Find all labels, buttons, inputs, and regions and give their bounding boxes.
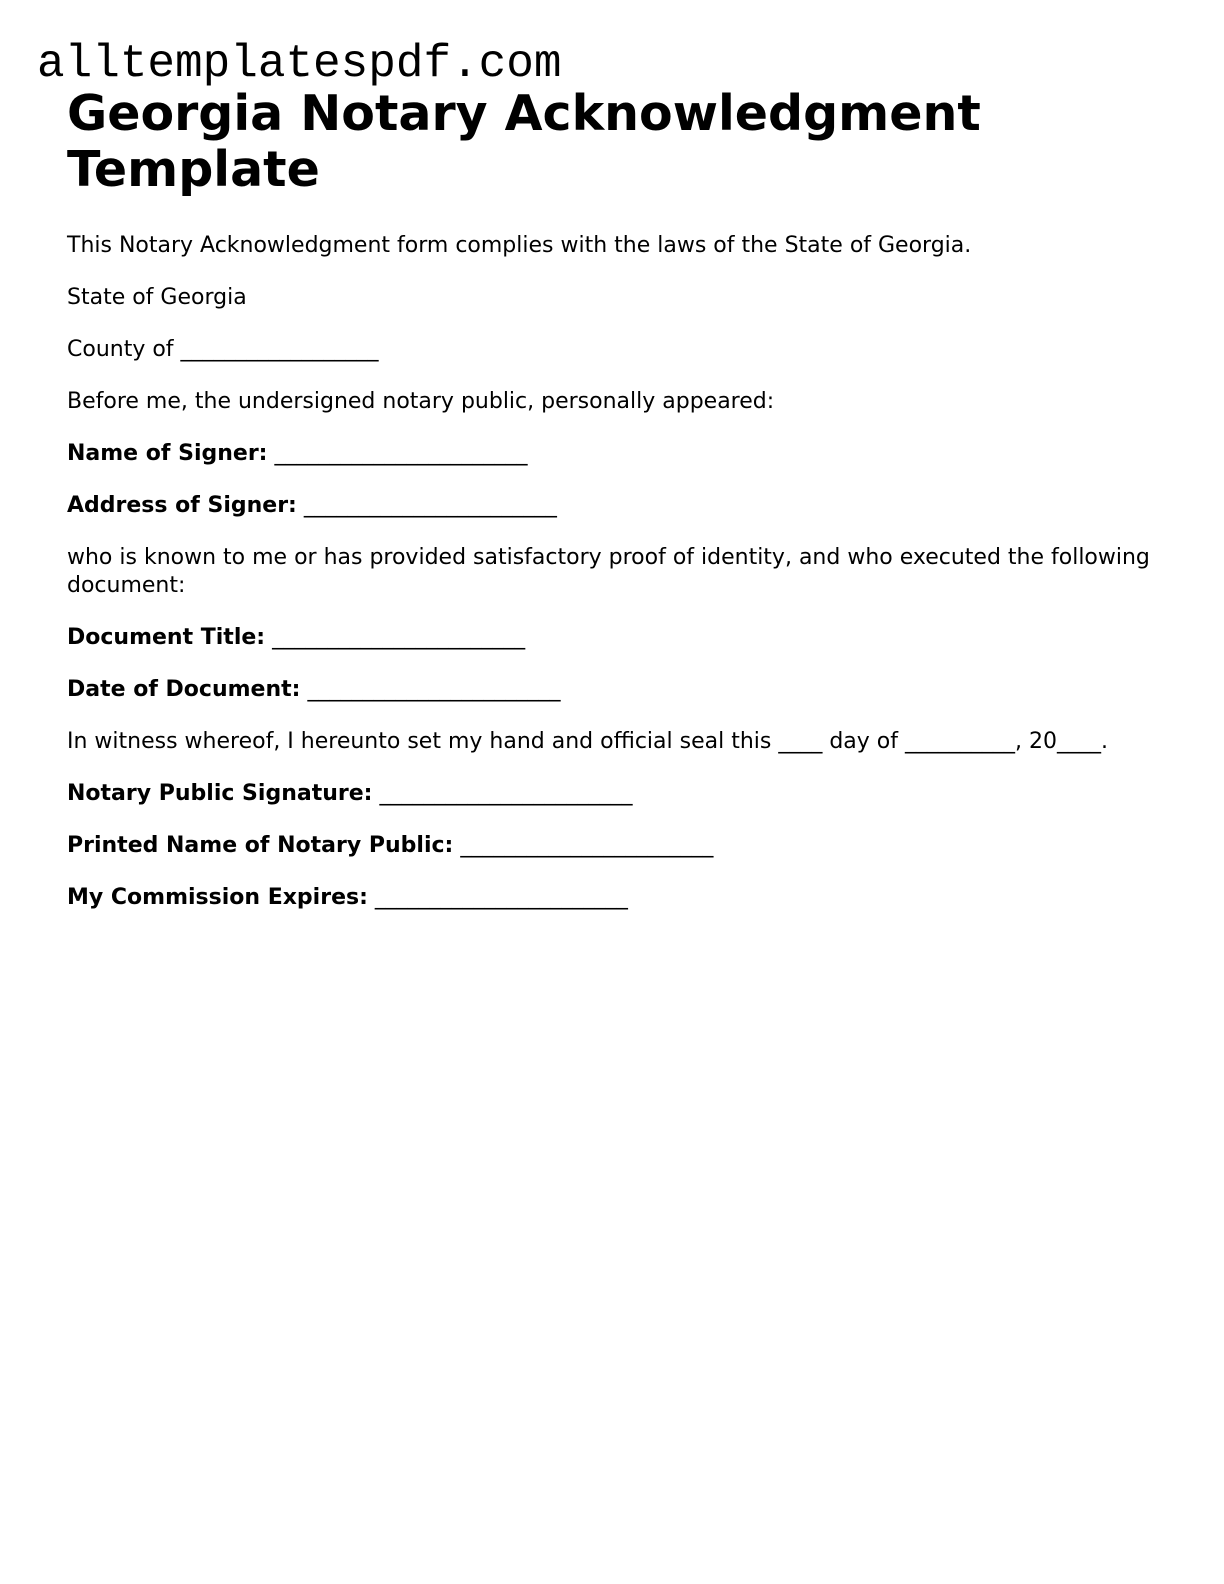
notary-signature-label: Notary Public Signature: bbox=[67, 781, 373, 806]
document-title-field bbox=[67, 624, 1157, 652]
page-title: Georgia Notary Acknowledgment Template bbox=[67, 85, 981, 198]
intro-text: This Notary Acknowledgment form complies with the laws of the State of Georgia. bbox=[67, 233, 972, 258]
commission-expires-blank[interactable]: _______________________ bbox=[374, 885, 628, 910]
notary-signature-field bbox=[67, 780, 1157, 808]
document-date-field bbox=[67, 676, 1157, 704]
notary-printed-name-blank[interactable]: _______________________ bbox=[460, 833, 714, 858]
signer-address-field bbox=[67, 492, 1157, 520]
signer-name-field bbox=[67, 440, 1157, 468]
notary-printed-name-label: Printed Name of Notary Public: bbox=[67, 833, 454, 858]
document-date-blank[interactable]: _______________________ bbox=[307, 677, 561, 702]
document-date-label: Date of Document: bbox=[67, 677, 301, 702]
signer-name-blank[interactable]: _______________________ bbox=[274, 441, 528, 466]
county-line: County of __________________ bbox=[67, 337, 379, 362]
document-title-label: Document Title: bbox=[67, 625, 266, 650]
signer-name-label: Name of Signer: bbox=[67, 441, 268, 466]
document-title-blank[interactable]: _______________________ bbox=[272, 625, 526, 650]
before-me-text: Before me, the undersigned notary public, personally appeared: bbox=[67, 389, 775, 414]
watermark: alltemplatespdf.com bbox=[37, 38, 562, 90]
document-body bbox=[67, 86, 1157, 936]
notary-signature-blank[interactable]: _______________________ bbox=[379, 781, 633, 806]
state-line: State of Georgia bbox=[67, 285, 247, 310]
signer-address-blank[interactable]: _______________________ bbox=[303, 493, 557, 518]
signer-address-label: Address of Signer: bbox=[67, 493, 297, 518]
commission-expires-label: My Commission Expires: bbox=[67, 885, 368, 910]
identity-statement: who is known to me or has provided satisfactory proof of identity, and who executed the following document: bbox=[67, 545, 1150, 598]
notary-printed-name-field bbox=[67, 832, 1157, 860]
witness-statement: In witness whereof, I hereunto set my hand and official seal this ____ day of __________, 20____. bbox=[67, 729, 1108, 754]
commission-expires-field bbox=[67, 884, 1157, 912]
